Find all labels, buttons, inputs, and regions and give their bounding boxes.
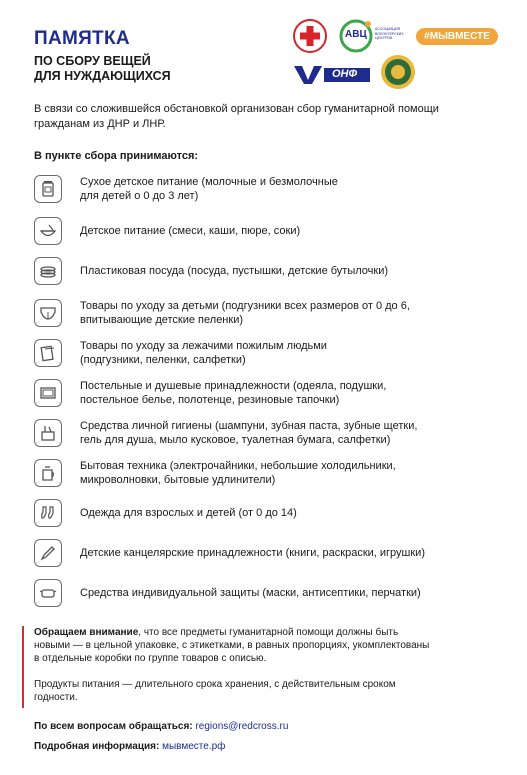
list-item-text: Сухое детское питание (молочные и безмолочные для детей о 0 до 3 лет) xyxy=(80,176,338,202)
list-item xyxy=(34,214,494,248)
list-item xyxy=(34,172,494,206)
list-item-text: Средства индивидуальной защиты (маски, антисептики, перчатки) xyxy=(80,587,421,599)
onf-logo-text: ОНФ xyxy=(332,68,358,80)
list-item xyxy=(34,336,494,370)
list-item xyxy=(34,496,494,530)
avc-logo-text: АВЦ xyxy=(345,29,367,40)
list-item-text: Средства личной гигиены (шампуни, зубная паста, зубные щетки, гель для душа, мыло кусковое, туалетная бумага, салфетки) xyxy=(80,420,418,446)
mask-icon xyxy=(34,579,62,607)
avc-logo-subtext: АССОЦИАЦИЯ ВОЛОНТЕРСКИХ ЦЕНТРОВ xyxy=(375,27,404,40)
intro-text: В связи со сложившейся обстановкой организован сбор гуманитарной помощи гражданам из ДНР и ЛНР. xyxy=(34,103,439,130)
list-item-text: Постельные и душевые принадлежности (одеяла, подушки, постельное белье, полотенце, резиновые тапочки) xyxy=(80,380,387,406)
notice-bold: Обращаем внимание xyxy=(34,627,139,638)
list-item-text: Детское питание (смеси, каши, пюре, соки) xyxy=(80,225,301,237)
list-item-text: Товары по уходу за детьми (подгузники всех размеров от 0 до 6, впитывающие детские пеленки) xyxy=(80,300,410,326)
contact-email-link[interactable]: regions@redcross.ru xyxy=(195,721,289,732)
subtitle-line-1: ПО СБОРУ ВЕЩЕЙ xyxy=(34,54,151,68)
pencil-icon xyxy=(34,539,62,567)
baby-food-jar-icon xyxy=(34,175,62,203)
list-item-text: Одежда для взрослых и детей (от 0 до 14) xyxy=(80,507,297,519)
hygiene-icon xyxy=(34,419,62,447)
bedding-icon xyxy=(34,379,62,407)
notice-body: , что все предметы гуманитарной помощи должны быть новыми — в цельной упаковке, с этикетками, в равных пропорциях, укомплектованы в отдельные коробки по группе товаров с описью. xyxy=(34,627,430,664)
list-item xyxy=(34,296,494,330)
list-item xyxy=(34,456,494,490)
baby-bowl-icon xyxy=(34,217,62,245)
notice-accent-bar xyxy=(22,626,24,708)
contact-info xyxy=(34,741,225,752)
plastic-dishes-icon xyxy=(34,257,62,285)
list-item xyxy=(34,376,494,410)
contact-questions xyxy=(34,721,288,732)
section-heading: В пункте сбора принимаются: xyxy=(34,150,199,162)
clothes-icon xyxy=(34,499,62,527)
contact-questions-label: По всем вопросам обращаться: xyxy=(34,721,193,732)
subtitle-line-2: ДЛЯ НУЖДАЮЩИХСЯ xyxy=(34,69,171,83)
red-cross-logo xyxy=(292,18,328,54)
contact-site-link[interactable]: мывместе.рф xyxy=(162,741,226,752)
onf-logo xyxy=(294,62,372,86)
hashtag-badge: #МЫВМЕСТЕ xyxy=(416,28,498,45)
diaper-icon xyxy=(34,299,62,327)
list-item-text: Детские канцелярские принадлежности (книги, раскраски, игрушки) xyxy=(80,547,425,559)
avc-logo xyxy=(338,18,410,54)
notice-food-text: Продукты питания — длительного срока хранения, с действительным сроком годности. xyxy=(34,679,396,703)
list-item-text: Пластиковая посуда (посуда, пустышки, детские бутылочки) xyxy=(80,265,389,277)
list-item xyxy=(34,254,494,288)
list-item xyxy=(34,416,494,450)
list-item-text: Бытовая техника (электрочайники, небольшие холодильники, микроволновки, бытовые удлинители) xyxy=(80,460,396,486)
notice-text xyxy=(34,626,434,665)
emblem-logo xyxy=(380,54,416,90)
page-subtitle xyxy=(34,54,254,84)
page-title: ПАМЯТКА xyxy=(34,28,130,49)
partner-logos xyxy=(290,16,500,96)
list-item-text: Товары по уходу за лежачими пожилым людьми (подгузники, пеленки, салфетки) xyxy=(80,340,327,366)
kettle-icon xyxy=(34,459,62,487)
bed-pad-icon xyxy=(34,339,62,367)
list-item xyxy=(34,536,494,570)
contact-info-label: Подробная информация: xyxy=(34,741,160,752)
list-item xyxy=(34,576,494,610)
